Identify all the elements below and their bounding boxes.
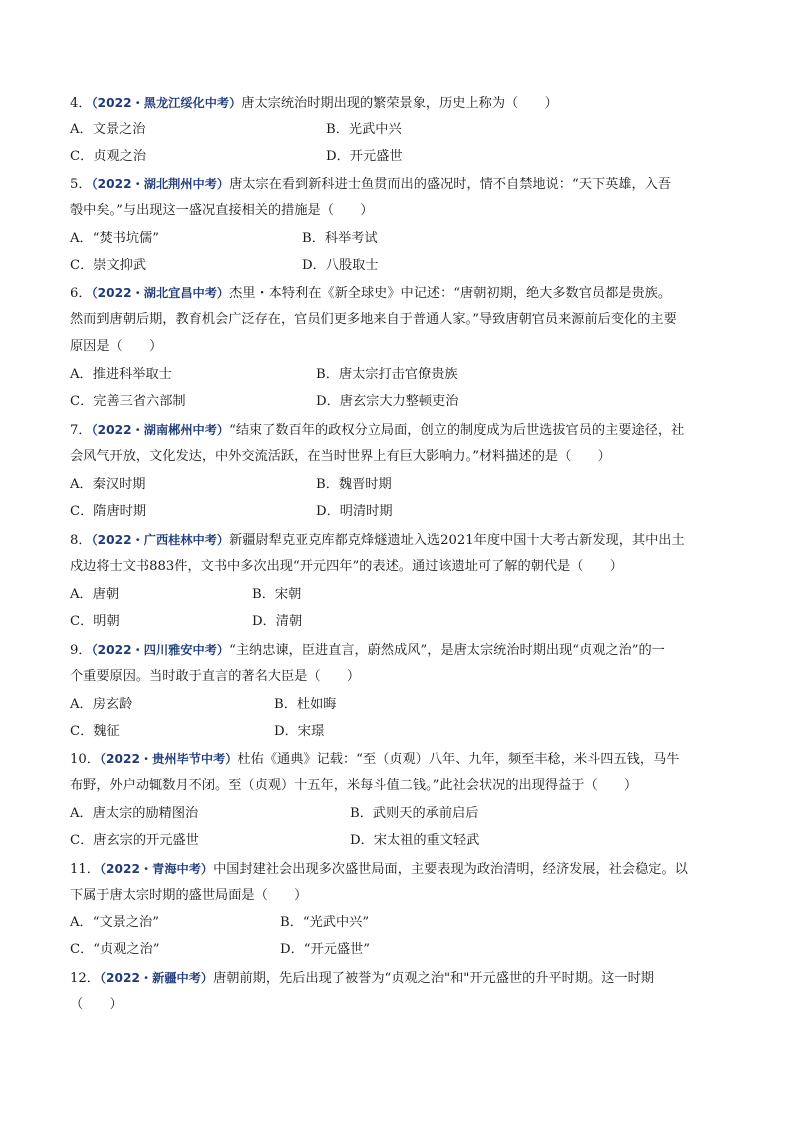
question-5-line-1: 5．（2022・湖北荆州中考）唐太宗在看到新科进士鱼贯而出的盛况时，情不自禁地说：“天下英雄，入吾 — [70, 177, 672, 192]
question-12-source: （2022・新疆中考） — [99, 971, 214, 985]
question-11-option-d: D．“开元盛世” — [280, 942, 370, 957]
question-5-option-d: D．八股取士 — [302, 258, 379, 273]
question-10-line-1: 10．（2022・贵州毕节中考）杜佑《通典》记载：“至（贞观）八年、九年，频至丰稔，米斗四五钱，马牛 — [70, 752, 680, 767]
question-12-line-1: 12．（2022・新疆中考）唐朝前期，先后出现了被誉为“贞观之治"和"开元盛世的升平时期。这一时期 — [70, 971, 654, 986]
question-7-option-d: D．明清时期 — [316, 504, 393, 519]
question-6-line-2: 然而到唐朝后期，教育机会广泛存在，官员们更多地来自于普通人家。”导致唐朝官员来源前后变化的主要 — [70, 312, 677, 327]
question-11-source: （2022・青海中考） — [99, 862, 214, 876]
question-7-option-b: B．魏晋时期 — [316, 477, 392, 492]
question-10-line-2: 布野，外户动辄数月不闭。至（贞观）十五年，米每斗值二钱。”此社会状况的出现得益于（ ） — [70, 778, 638, 793]
question-8-source: （2022・广西桂林中考） — [91, 533, 230, 547]
question-9-option-c: C．魏征 — [70, 724, 120, 739]
question-8-option-c: C．明朝 — [70, 614, 120, 629]
question-5-option-b: B．科举考试 — [302, 231, 378, 246]
question-5-line-2: 彀中矣。”与出现这一盛况直接相关的措施是（ ） — [70, 203, 374, 218]
question-11-option-c: C．“贞观之治” — [70, 942, 160, 957]
question-9-line-2: 个重要原因。当时敢于直言的著名大臣是（ ） — [70, 669, 361, 684]
question-7-line-1: 7．（2022・湖南郴州中考）“结束了数百年的政权分立局面，创立的制度成为后世选拔官员的主要途径，社 — [70, 423, 685, 438]
question-7-option-a: A．秦汉时期 — [70, 477, 146, 492]
question-7-source: （2022・湖南郴州中考） — [91, 423, 230, 437]
question-5-source: （2022・湖北荆州中考） — [91, 177, 230, 191]
question-8-option-d: D．清朝 — [252, 614, 303, 629]
question-4-option-c: C．贞观之治 — [70, 149, 147, 164]
question-10-option-d: D．宋太祖的重文轻武 — [350, 833, 480, 848]
question-6-option-c: C．完善三省六部制 — [70, 394, 186, 409]
question-9-line-1: 9．（2022・四川雅安中考）“主纳忠谏，臣进直言，蔚然成风”，是唐太宗统治时期出现“贞观之治”的一 — [70, 643, 665, 658]
question-4-line-1: 4．（2022・黑龙江绥化中考）唐太宗统治时期出现的繁荣景象，历史上称为（ ） — [70, 96, 558, 111]
question-4-option-a: A．文景之治 — [70, 122, 146, 137]
question-9-option-d: D．宋璟 — [274, 724, 325, 739]
question-9-option-a: A．房玄龄 — [70, 697, 133, 712]
question-12-line-2: （ ） — [70, 997, 123, 1012]
question-10-option-a: A．唐太宗的励精图治 — [70, 806, 199, 821]
question-10-option-c: C．唐玄宗的开元盛世 — [70, 833, 199, 848]
question-7-option-c: C．隋唐时期 — [70, 504, 147, 519]
question-4-source: （2022・黑龙江绥化中考） — [91, 96, 242, 110]
question-8-line-2: 戍边将士文书883件，文书中多次出现“开元四年”的表述。通过该遗址可了解的朝代是（ ） — [70, 559, 623, 574]
question-10-source: （2022・贵州毕节中考） — [99, 752, 238, 766]
question-11-line-1: 11．（2022・青海中考）中国封建社会出现多次盛世局面，主要表现为政治清明，经济发展，社会稳定。以 — [70, 862, 688, 877]
question-7-line-2: 会风气开放，文化发达，中外交流活跃，在当时世界上有巨大影响力。”材料描述的是（ ） — [70, 449, 611, 464]
question-5-option-c: C．崇文抑武 — [70, 258, 147, 273]
question-4-option-b: B．光武中兴 — [326, 122, 402, 137]
question-9-source: （2022・四川雅安中考） — [91, 643, 230, 657]
question-6-line-3: 原因是（ ） — [70, 339, 163, 354]
question-8-option-b: B．宋朝 — [252, 587, 302, 602]
question-10-option-b: B．武则天的承前启后 — [350, 806, 479, 821]
question-8-option-a: A．唐朝 — [70, 587, 120, 602]
question-6-line-1: 6．（2022・湖北宜昌中考）杰里・本特利在《新全球史》中记述：“唐朝初期，绝大多数官员都是贵族。 — [70, 286, 672, 301]
question-11-line-2: 下属于唐太宗时期的盛世局面是（ ） — [70, 888, 308, 903]
question-6-option-a: A．推进科举取士 — [70, 367, 172, 382]
question-6-source: （2022・湖北宜昌中考） — [91, 286, 230, 300]
question-5-option-a: A．“焚书坑儒” — [70, 231, 159, 246]
question-6-option-d: D．唐玄宗大力整顿吏治 — [316, 394, 459, 409]
question-11-option-b: B．“光武中兴” — [280, 915, 370, 930]
question-9-option-b: B．杜如晦 — [274, 697, 337, 712]
question-11-option-a: A．“文景之治” — [70, 915, 159, 930]
question-8-line-1: 8．（2022・广西桂林中考）新疆尉犁克亚克库都克烽燧遗址入选2021年度中国十大考古新发现，其中出土 — [70, 533, 685, 548]
question-4-option-d: D．开元盛世 — [326, 149, 403, 164]
question-6-option-b: B．唐太宗打击官僚贵族 — [316, 367, 458, 382]
